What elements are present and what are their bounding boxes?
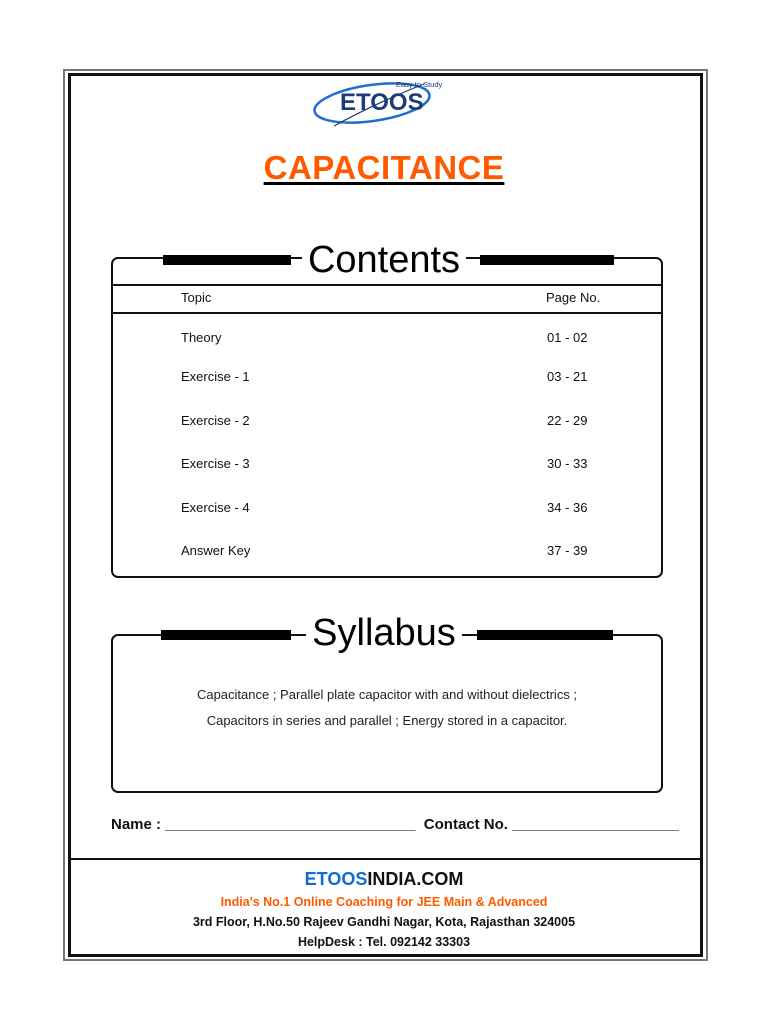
column-header-page: Page No.	[546, 290, 601, 305]
etoos-logo	[304, 74, 456, 130]
document-title-text: CAPACITANCE	[263, 149, 505, 186]
table-row-page: 30 - 33	[547, 456, 588, 471]
column-header-topic: Topic	[181, 290, 212, 305]
syllabus-line: Capacitance ; Parallel plate capacitor with and without dielectrics ;	[196, 687, 578, 702]
table-row-topic: Theory	[181, 330, 222, 345]
name-label: Name :	[111, 816, 166, 833]
table-row-topic: Answer Key	[181, 543, 251, 558]
table-row-topic: Exercise - 4	[181, 500, 250, 515]
table-row-page: 01 - 02	[547, 330, 588, 345]
syllabus-heading	[0, 614, 768, 652]
logo-wordmark: ETOOS	[340, 89, 424, 116]
footer-divider	[70, 858, 701, 860]
syllabus-line: Capacitors in series and parallel ; Energy stored in a capacitor.	[206, 713, 568, 728]
name-field[interactable]: ______________________________	[165, 816, 416, 833]
table-row-topic: Exercise - 1	[181, 369, 250, 384]
table-row-page: 22 - 29	[547, 413, 588, 428]
table-row-page: 37 - 39	[547, 543, 588, 558]
contents-heading	[0, 241, 768, 279]
logo-tagline: Easy to Study	[396, 80, 443, 89]
syllabus-heading-text: Syllabus	[306, 612, 462, 654]
footer-site-brand: ETOOS	[304, 869, 368, 889]
document-title	[0, 149, 768, 187]
footer-address: 3rd Floor, H.No.50 Rajeev Gandhi Nagar, Kota, Rajasthan 324005	[192, 915, 576, 929]
contact-label: Contact No.	[415, 816, 513, 833]
table-row-page: 03 - 21	[547, 369, 588, 384]
footer-site-domain: INDIA.COM	[367, 869, 464, 889]
contact-field[interactable]: ____________________	[512, 816, 679, 833]
contents-top-rule	[113, 284, 661, 286]
footer-website	[0, 869, 768, 890]
name-contact-line	[111, 816, 679, 833]
table-row-topic: Exercise - 3	[181, 456, 250, 471]
footer-tagline: India's No.1 Online Coaching for JEE Main & Advanced	[220, 895, 548, 909]
contents-header-rule	[113, 312, 661, 314]
table-row-topic: Exercise - 2	[181, 413, 250, 428]
table-row-page: 34 - 36	[547, 500, 588, 515]
footer-helpdesk: HelpDesk : Tel. 092142 33303	[297, 935, 471, 949]
contents-heading-text: Contents	[302, 239, 466, 281]
